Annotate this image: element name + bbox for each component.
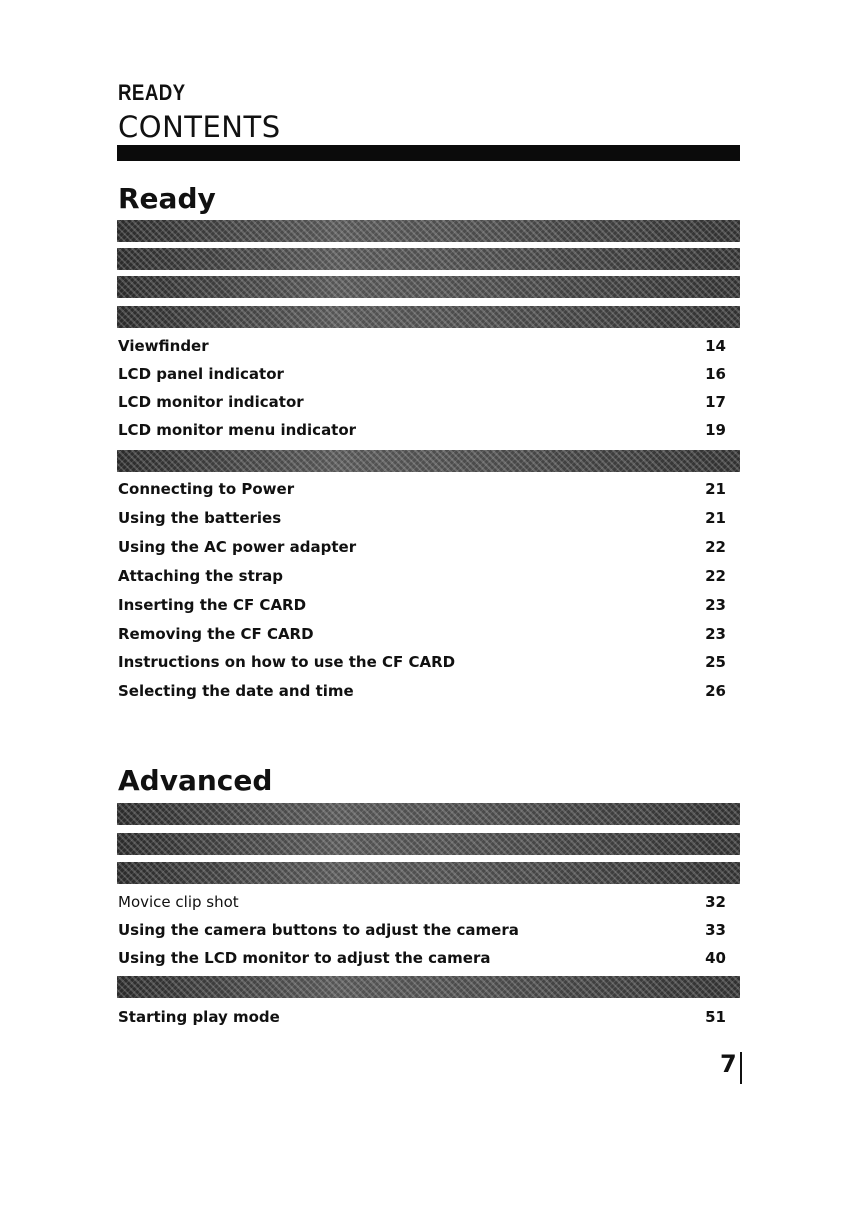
toc-entry-page: 32 [705,893,726,911]
page-number: 7 [720,1050,737,1078]
section-heading-advanced: Advanced [118,764,273,797]
toc-entry[interactable] [118,680,726,702]
toc-entry-page: 51 [705,1008,726,1026]
toc-entry[interactable] [118,594,726,616]
toc-entry-page: 25 [705,653,726,671]
section-bar [117,276,740,298]
toc-entry-page: 40 [705,949,726,967]
folio-rule [740,1052,742,1084]
section-bar [117,833,740,855]
toc-entry-label: Inserting the CF CARD [118,596,307,614]
toc-entry[interactable] [118,565,726,587]
toc-entry[interactable] [118,651,726,673]
toc-entry-page: 16 [705,365,726,383]
toc-entry-page: 26 [705,682,726,700]
toc-entry-page: 14 [705,337,726,355]
toc-entry-page: 21 [705,480,726,498]
toc-entry[interactable] [118,335,726,357]
toc-entry-label: Selecting the date and time [118,682,354,700]
toc-entry-page: 33 [705,921,726,939]
section-bar [117,803,740,825]
toc-entry[interactable] [118,507,726,529]
toc-entry-label: Using the AC power adapter [118,538,357,556]
toc-entry-page: 22 [705,567,726,585]
page-title: CONTENTS [118,110,281,144]
toc-entry-label: Removing the CF CARD [118,625,314,643]
toc-entry-page: 23 [705,596,726,614]
toc-entry-label: Using the LCD monitor to adjust the camera [118,949,491,967]
toc-entry[interactable] [118,363,726,385]
toc-entry-label: Instructions on how to use the CF CARD [118,653,456,671]
section-bar [117,450,740,472]
title-rule [117,145,740,161]
toc-entry-label: Using the batteries [118,509,282,527]
running-head: READY [118,80,186,105]
toc-entry[interactable] [118,536,726,558]
toc-entry-label: Using the camera buttons to adjust the camera [118,921,519,939]
section-bar [117,976,740,998]
toc-entry-label: LCD monitor indicator [118,393,304,411]
toc-entry[interactable] [118,391,726,413]
toc-entry[interactable] [118,623,726,645]
section-bar [117,306,740,328]
toc-entry-label: LCD panel indicator [118,365,284,383]
toc-entry-label: Attaching the strap [118,567,284,585]
toc-entry-label: Movice clip shot [118,893,239,911]
toc-entry-label: Viewfinder [118,337,209,355]
toc-entry[interactable] [118,478,726,500]
toc-entry-label: LCD monitor menu indicator [118,421,357,439]
toc-entry-page: 23 [705,625,726,643]
toc-entry-label: Starting play mode [118,1008,280,1026]
toc-entry-page: 21 [705,509,726,527]
toc-entry[interactable] [118,1006,726,1028]
toc-entry-page: 17 [705,393,726,411]
section-bar [117,862,740,884]
toc-entry[interactable] [118,919,726,941]
toc-entry-label: Connecting to Power [118,480,295,498]
section-heading-ready: Ready [118,182,216,215]
toc-entry-page: 19 [705,421,726,439]
section-bar [117,220,740,242]
toc-entry[interactable] [118,947,726,969]
toc-entry[interactable] [118,891,726,913]
toc-entry-page: 22 [705,538,726,556]
toc-entry[interactable] [118,419,726,441]
section-bar [117,248,740,270]
